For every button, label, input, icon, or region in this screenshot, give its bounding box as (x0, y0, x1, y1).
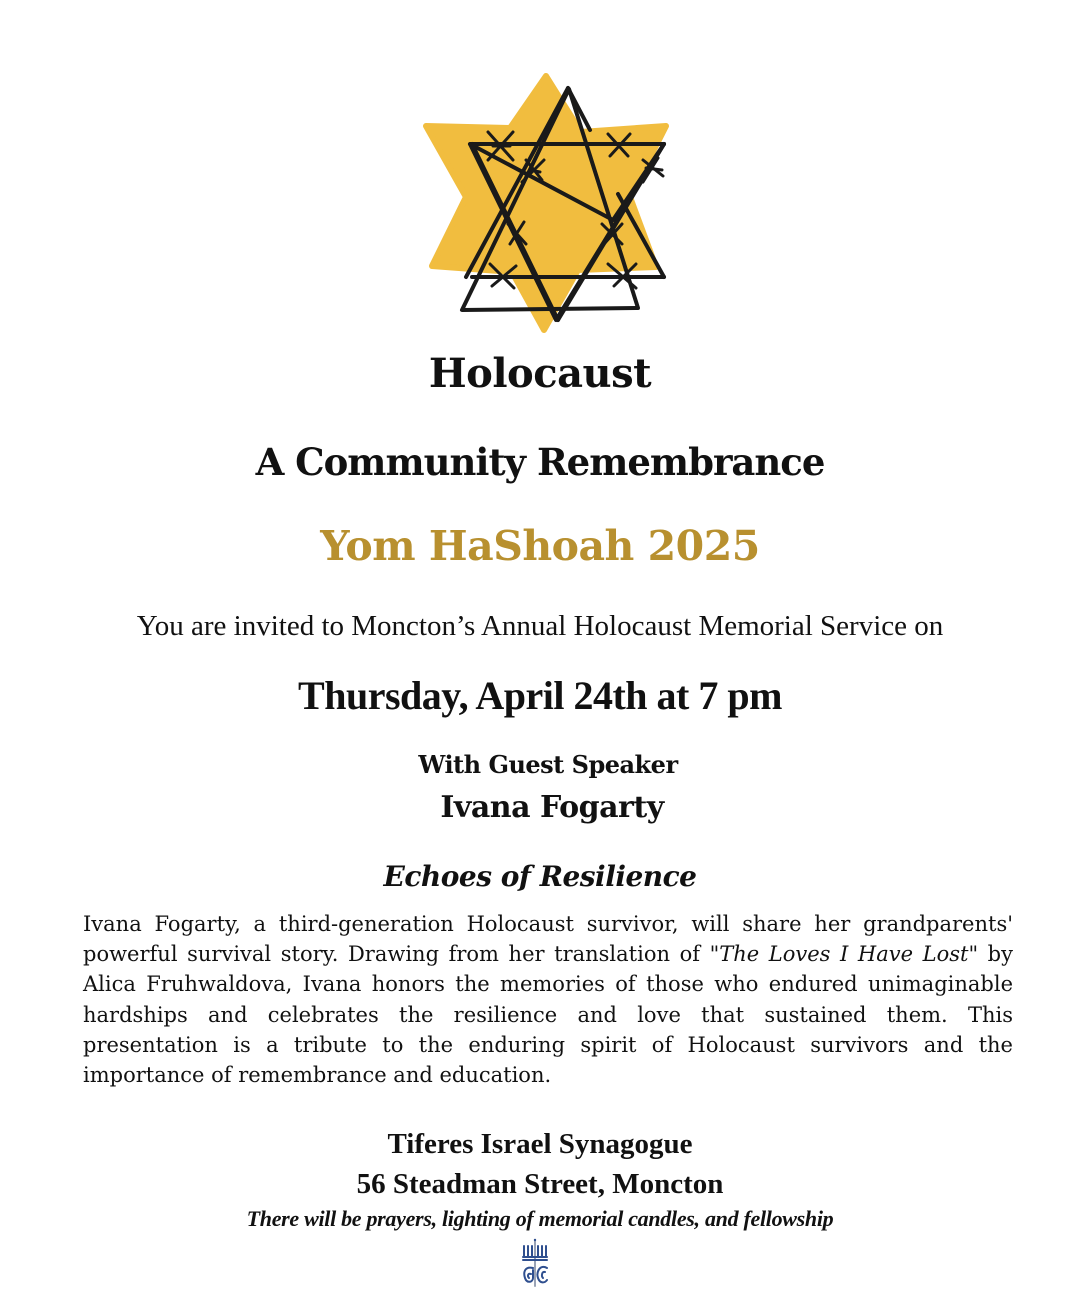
description-text-1: Ivana Fogarty, a third-generation Holocaust survivor, will share her grandparents' powerful survival story. Drawing from her translation of " (83, 912, 1013, 967)
invitation-text: You are invited to Moncton’s Annual Holocaust Memorial Service on (136, 610, 944, 642)
star-of-david-barbed-wire-icon (418, 72, 678, 334)
description-text-2: " by Alica Fruhwaldova, Ivana honors the memories of those who endured unimaginable hardships and celebrates the resilience and love that sustained them. This presentation is a tribute to the enduring spirit of Holocaust survivors and the importance of remembrance and education. (83, 942, 1013, 1088)
venue-name: Tiferes Israel Synagogue (387, 1128, 693, 1160)
talk-title: Echoes of Resilience (383, 860, 697, 893)
event-note: There will be prayers, lighting of memorial candles, and fellowship (246, 1206, 834, 1231)
speaker-name: Ivana Fogarty (440, 790, 664, 825)
event-title: Yom HaShoah 2025 (320, 522, 760, 570)
venue-address: 56 Steadman Street, Moncton (356, 1168, 724, 1200)
book-title: The Loves I Have Lost (719, 942, 969, 967)
event-date-time: Thursday, April 24th at 7 pm (298, 673, 782, 718)
guest-speaker-label: With Guest Speaker (418, 750, 678, 779)
main-title: Holocaust (428, 350, 652, 397)
menorah-atc-logo-icon (521, 1238, 549, 1288)
talk-description (83, 909, 1013, 1090)
subtitle: A Community Remembrance (255, 440, 825, 484)
